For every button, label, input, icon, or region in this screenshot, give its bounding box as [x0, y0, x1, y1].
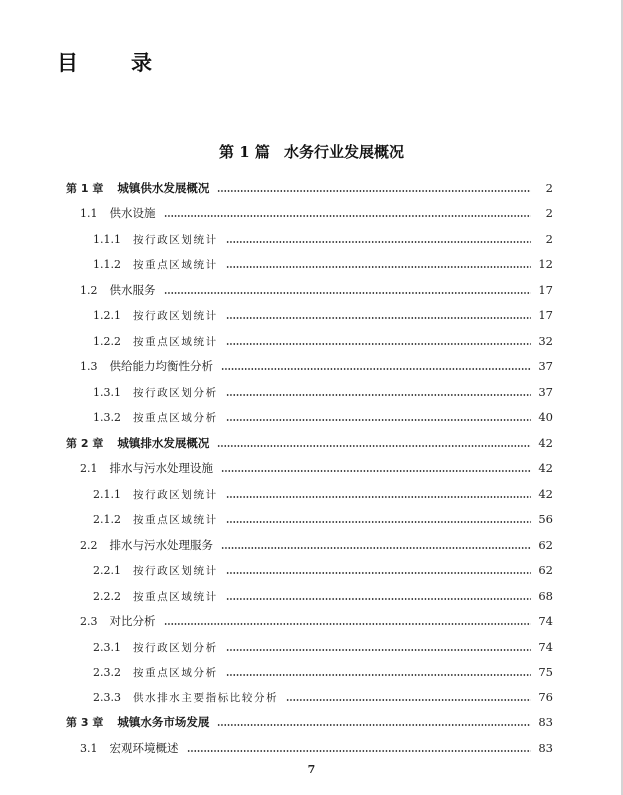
toc-entry-page: 74 [538, 614, 553, 628]
dot-leader [286, 699, 531, 701]
dot-leader [221, 470, 531, 472]
dot-leader [164, 623, 532, 625]
toc-entry-page: 2 [545, 232, 553, 246]
toc-subsection-entry[interactable] [93, 382, 553, 402]
toc-section-entry[interactable] [80, 458, 553, 478]
toc-section-entry[interactable] [80, 203, 553, 223]
toc-entry-number: 2.1.2 [93, 512, 121, 526]
toc-subsection-entry[interactable] [93, 305, 553, 325]
dot-leader [217, 445, 531, 447]
toc-entry-number: 2.3.3 [93, 690, 121, 704]
toc-subsection-entry[interactable] [93, 509, 553, 529]
toc-entry-label: 按行政区划分析 [133, 386, 218, 399]
toc-entry-number: 2.2 [80, 538, 98, 552]
dot-leader [221, 547, 531, 549]
toc-entry-number: 第 3 章 [66, 716, 104, 729]
toc-entry-number: 2.2.1 [93, 563, 121, 577]
dot-leader [226, 496, 531, 498]
toc-entry-label: 宏观环境概述 [109, 741, 179, 755]
dot-leader [226, 241, 531, 243]
toc-chapter-entry[interactable] [66, 433, 553, 453]
toc-entry-number: 2.2.2 [93, 589, 121, 603]
toc-subsection-entry[interactable] [93, 560, 553, 580]
toc-entry-number: 第 1 章 [66, 182, 104, 195]
dot-leader [164, 292, 532, 294]
toc-subsection-entry[interactable] [93, 637, 553, 657]
toc-entry-page: 32 [538, 334, 553, 348]
toc-entry-page: 83 [538, 715, 553, 729]
dot-leader [226, 521, 531, 523]
toc-section-entry[interactable] [80, 611, 553, 631]
toc-entry-page: 75 [538, 665, 553, 679]
toc-entry-page: 17 [538, 308, 553, 322]
page-number: 7 [307, 763, 316, 776]
toc-entry-page: 2 [545, 206, 553, 220]
toc-entry-label: 按行政区划统计 [133, 233, 218, 246]
toc-subsection-entry[interactable] [93, 407, 553, 427]
toc-entry-page: 37 [538, 385, 553, 399]
toc-section-entry[interactable] [80, 738, 553, 758]
toc-entry-label: 按行政区划统计 [133, 564, 218, 577]
toc-chapter-entry[interactable] [66, 712, 553, 732]
toc-entry-label: 按重点区域统计 [133, 335, 218, 348]
toc-entry-number: 第 2 章 [66, 437, 104, 450]
toc-entry-label: 供水设施 [109, 206, 156, 220]
toc-entry-label: 供给能力均衡性分析 [109, 359, 213, 373]
toc-entry-label: 供水服务 [109, 283, 156, 297]
toc-entry-page: 42 [538, 487, 553, 501]
toc-entry-label: 对比分析 [109, 614, 156, 628]
toc-entry-page: 74 [538, 640, 553, 654]
toc-entry-page: 76 [538, 690, 553, 704]
toc-entry-number: 2.1.1 [93, 487, 121, 501]
toc-entry-page: 12 [538, 257, 553, 271]
toc-entry-label: 按行政区划统计 [133, 488, 218, 501]
dot-leader [217, 724, 531, 726]
toc-entry-label: 供水排水主要指标比较分析 [133, 691, 279, 704]
toc-entry-page: 62 [538, 563, 553, 577]
dot-leader [226, 649, 531, 651]
toc-entry-page: 17 [538, 283, 553, 297]
dot-leader [226, 317, 531, 319]
toc-subsection-entry[interactable] [93, 254, 553, 274]
toc-entry-number: 2.3.2 [93, 665, 121, 679]
toc-entry-label: 城镇水务市场发展 [117, 715, 210, 729]
toc-entry-number: 2.3.1 [93, 640, 121, 654]
dot-leader [226, 674, 531, 676]
dot-leader [226, 419, 531, 421]
dot-leader [221, 368, 531, 370]
dot-leader [226, 394, 531, 396]
toc-subsection-entry[interactable] [93, 229, 553, 249]
part-heading [0, 141, 623, 162]
toc-entry-page: 56 [538, 512, 553, 526]
toc-entry-number: 1.1 [80, 206, 98, 220]
toc-section-entry[interactable] [80, 280, 553, 300]
toc-entry-page: 83 [538, 741, 553, 755]
dot-leader [226, 343, 531, 345]
toc-entry-label: 按重点区域统计 [133, 590, 218, 603]
toc-entry-label: 按重点区域统计 [133, 258, 218, 271]
toc-entry-page: 2 [545, 181, 553, 195]
toc-entry-number: 1.2.1 [93, 308, 121, 322]
toc-entry-number: 1.2 [80, 283, 98, 297]
dot-leader [187, 750, 532, 752]
toc-section-entry[interactable] [80, 356, 553, 376]
toc-entry-number: 1.3 [80, 359, 98, 373]
dot-leader [226, 598, 531, 600]
toc-entry-number: 1.3.1 [93, 385, 121, 399]
toc-entry-number: 1.1.1 [93, 232, 121, 246]
toc-entry-label: 按行政区划分析 [133, 641, 218, 654]
toc-entry-number: 1.1.2 [93, 257, 121, 271]
toc-entry-label: 排水与污水处理服务 [109, 538, 213, 552]
dot-leader [164, 215, 532, 217]
toc-subsection-entry[interactable] [93, 586, 553, 606]
toc-entry-number: 2.3 [80, 614, 98, 628]
toc-section-entry[interactable] [80, 535, 553, 555]
toc-entry-label: 城镇供水发展概况 [117, 181, 210, 195]
toc-entry-number: 2.1 [80, 461, 98, 475]
toc-entry-page: 37 [538, 359, 553, 373]
toc-entry-page: 40 [538, 410, 553, 424]
toc-entry-label: 按行政区划统计 [133, 309, 218, 322]
toc-entry-page: 68 [538, 589, 553, 603]
toc-title: 目 录 [57, 51, 168, 75]
part-number: 第 1 篇 [219, 143, 270, 161]
dot-leader [226, 572, 531, 574]
part-title: 水务行业发展概况 [283, 143, 404, 161]
toc-entry-label: 城镇排水发展概况 [117, 436, 210, 450]
dot-leader [226, 266, 531, 268]
toc-subsection-entry[interactable] [93, 662, 553, 682]
toc-entry-page: 62 [538, 538, 553, 552]
toc-entry-page: 42 [538, 461, 553, 475]
toc-subsection-entry[interactable] [93, 687, 553, 707]
toc-subsection-entry[interactable] [93, 484, 553, 504]
toc-entry-label: 按重点区域统计 [133, 513, 218, 526]
toc-chapter-entry[interactable] [66, 178, 553, 198]
toc-entry-number: 1.2.2 [93, 334, 121, 348]
toc-entry-label: 按重点区域分析 [133, 666, 218, 679]
toc-entry-label: 排水与污水处理设施 [109, 461, 213, 475]
toc-entry-number: 1.3.2 [93, 410, 121, 424]
toc-entry-label: 按重点区域分析 [133, 411, 218, 424]
toc-subsection-entry[interactable] [93, 331, 553, 351]
toc-entry-number: 3.1 [80, 741, 98, 755]
dot-leader [217, 190, 531, 192]
toc-entry-page: 42 [538, 436, 553, 450]
